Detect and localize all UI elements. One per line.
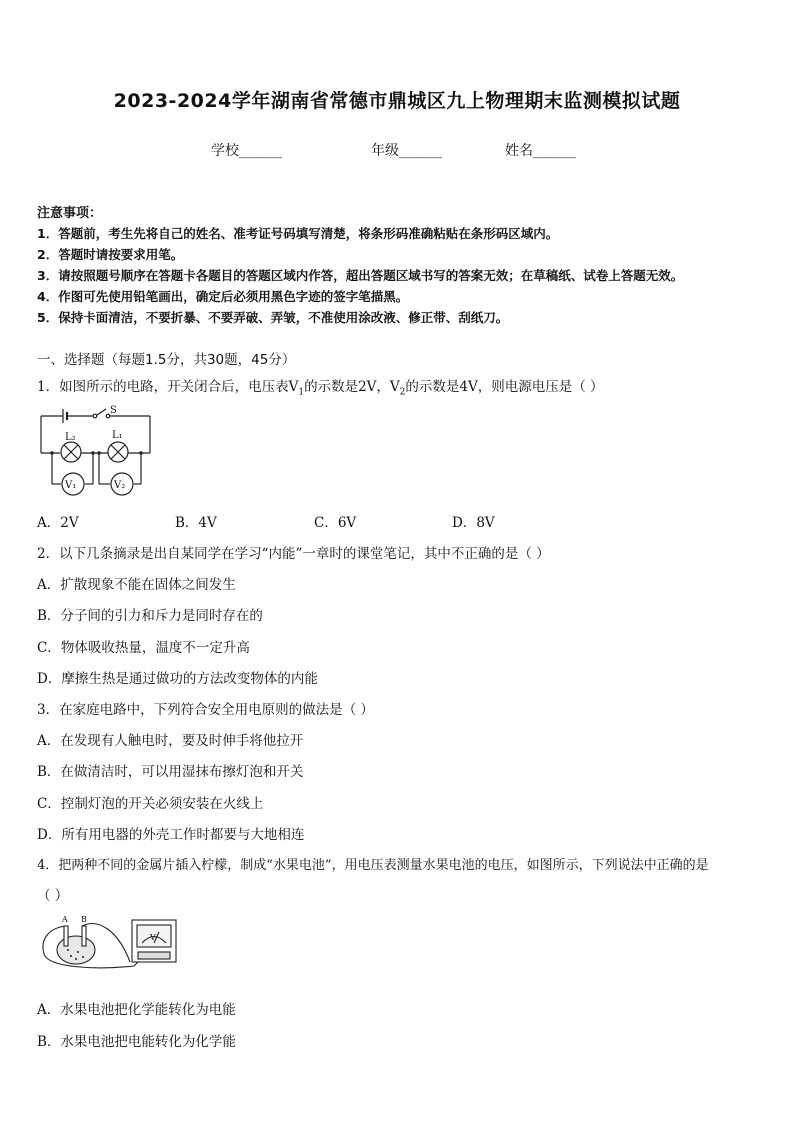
q3-option-b[interactable]: B．在做清洁时，可以用湿抹布擦灯泡和开关 [37,764,304,780]
q4-option-b[interactable]: B．水果电池把电能转化为化学能 [37,1034,236,1050]
q3-option-c[interactable]: C．控制灯泡的开关必须安装在火线上 [37,796,264,812]
fruit-battery-diagram [38,910,188,975]
v1-label: V₁ [65,480,77,491]
label-b: B [81,915,87,924]
q1-option-a[interactable]: A．2V [37,515,79,531]
question-4-stem-line1: 4．把两种不同的金属片插入柠檬，制成“水果电池”，用电压表测量水果电池的电压，如图所示，下列说法中正确的是 [37,858,709,873]
name-field [505,140,575,160]
lamp-l2-label: L₂ [65,432,76,443]
grade-blank: _______ [399,143,441,159]
metal-strip-a [64,926,68,946]
v2-label: V₂ [114,480,126,491]
question-4-stem-line2: （ ） [37,888,69,904]
page-title: 2023-2024学年湖南省常德市鼎城区九上物理期末监测模拟试题 [113,90,681,112]
question-1-stem [37,375,604,398]
q4-option-a[interactable]: A．水果电池把化学能转化为电能 [37,1002,236,1018]
grade-field [371,140,441,160]
q1-pre: 1．如图所示的电路，开关闭合后，电压表V [37,379,299,395]
note-item: 5．保持卡面清洁，不要折暴、不要弄破、弄皱，不准使用涂改液、修正带、刮纸刀。 [37,310,509,325]
q1-sub2: 2 [399,387,406,398]
school-field [211,140,281,160]
question-2-stem: 2．以下几条摘录是出自某同学在学习“内能”一章时的课堂笔记，其中不正确的是（ ） [37,546,550,562]
q1-sub1: 1 [298,387,305,398]
note-item: 3．请按照题号顺序在答题卡各题目的答题区域内作答，超出答题区域书写的答案无效；在草稿纸、试卷上答题无效。 [37,268,684,283]
note-item: 2．答题时请按要求用笔。 [37,247,184,262]
switch-blade [97,409,106,415]
school-blank: _______ [239,143,281,159]
q1-option-b[interactable]: B．4V [175,515,217,531]
q3-option-d[interactable]: D．所有用电器的外壳工作时都要与大地相连 [37,827,305,843]
switch-label: S [110,405,117,416]
lamp-l1-label: L₁ [112,430,123,441]
q1-mid: 的示数是2V，V [304,379,400,395]
name-label: 姓名 [505,143,533,159]
note-item: 1．答题前，考生先将自己的姓名、准考证号码填写清楚，将条形码准确粘贴在条形码区域内。 [37,226,559,241]
notes-heading: 注意事项： [37,206,103,221]
q3-option-a[interactable]: A．在发现有人触电时，要及时伸手将他拉开 [37,733,304,749]
metal-strip-b [82,926,86,946]
question-3-stem: 3．在家庭电路中，下列符合安全用电原则的做法是（ ） [37,702,374,718]
meter-label: V [150,933,156,942]
q1-post: 的示数是4V，则电源电压是（ ） [405,379,604,395]
q2-option-a[interactable]: A．扩散现象不能在固体之间发生 [37,577,236,593]
circuit-diagram [38,400,158,500]
name-blank: _______ [533,143,575,159]
q1-option-c[interactable]: C．6V [314,515,357,531]
school-label: 学校 [211,143,239,159]
section-heading: 一、选择题（每题1.5分，共30题，45分） [37,352,296,368]
q2-option-c[interactable]: C．物体吸收热量，温度不一定升高 [37,640,250,656]
grade-label: 年级 [371,143,399,159]
q2-option-d[interactable]: D．摩擦生热是通过做功的方法改变物体的内能 [37,671,318,687]
q2-option-b[interactable]: B．分子间的引力和斥力是同时存在的 [37,608,263,624]
q1-option-d[interactable]: D．8V [452,515,495,531]
note-item: 4．作图可先使用铅笔画出，确定后必须用黑色字迹的签字笔描黑。 [37,289,409,304]
label-a: A [62,915,68,924]
